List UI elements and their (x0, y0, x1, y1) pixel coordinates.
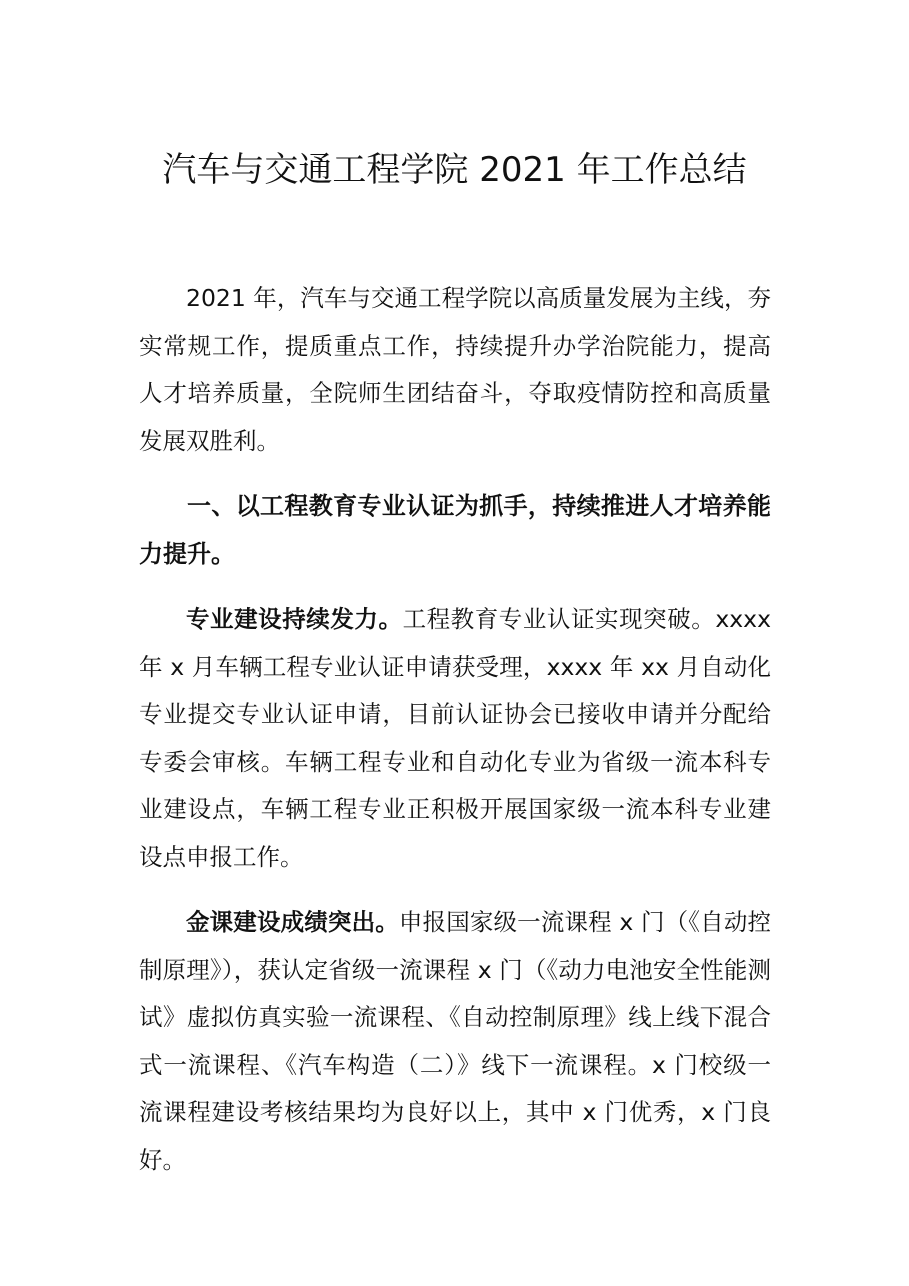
paragraph-text: 申报国家级一流课程 x 门（《自动控制原理》），获认定省级一流课程 x 门（《动力电池安全性能测试》虚拟仿真实验一流课程、《自动控制原理》线上线下混合式一流课程、《汽车构造（二）》线下一流课程。x 门校级一流课程建设考核结果均为良好以上，其中 x 门优秀，x 门良好。 (139, 908, 771, 1174)
paragraph-professional-construction (139, 596, 771, 881)
paragraph-lead: 金课建设成绩突出。 (186, 908, 399, 936)
document-body (139, 275, 771, 1184)
paragraph-lead: 专业建设持续发力。 (186, 605, 403, 633)
section-heading-1: 一、以工程教育专业认证为抓手，持续推进人才培养能力提升。 (139, 492, 771, 568)
paragraph-text: 工程教育专业认证实现突破。xxxx 年 x 月车辆工程专业认证申请获受理，xxxx 年 xx 月自动化专业提交专业认证申请，目前认证协会已接收申请并分配给专委会审核。车辆工程专业和自动化专业为省级一流本科专业建设点，车辆工程专业正积极开展国家级一流本科专业建设点申报工作。 (139, 605, 771, 871)
document-title: 汽车与交通工程学院 2021 年工作总结 (162, 150, 747, 190)
paragraph-golden-courses (139, 899, 771, 1184)
intro-paragraph: 2021 年，汽车与交通工程学院以高质量发展为主线，夯实常规工作，提质重点工作，持续提升办学治院能力，提高人才培养质量，全院师生团结奋斗，夺取疫情防控和高质量发展双胜利。 (139, 284, 771, 455)
